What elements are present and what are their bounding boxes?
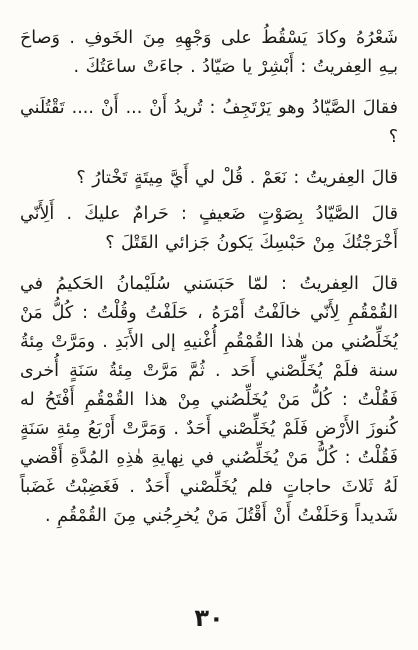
paragraph-4: قالَ الصَّيّادُ بِصَوْتٍ ضَعيفٍ : حَرامٌ عليكَ . أَلِأَنّي أَخْرَجْتُكَ مِنْ حَبْسِكَ يَكونُ جَزائي القَتْلَ ؟	[13, 204, 398, 253]
paragraph-5: قالَ العِفريتُ : لمّا حَبَسَني سُلَيْمانُ الحَكيمُ في القُمْقُمِ لِأَنّي خالَفْتُ أَمْرَهُ ، حَلَفْتُ وقُلْتُ : كُلُّ مَنْ يُخَلِّصُني من هٰذا القُمْقُمِ أُغْنيهِ إلى الأَبَدِ . ومَرَّتْ مِئةُ سنة فلَمْ يُخَلِّصْني أَحَد . ثُمَّ مَرَّتْ مِئةُ سَنَةٍ أُخرى فَقُلْتُ : كُلُّ مَنْ يُخَلِّصُني مِنْ هذا القُمْقُمِ أَفْتَحُ له كُنوزَ الأَرْضِ فَلَمْ يُخَلِّصْني أَحَدٌ . وَمَرَّتْ أَرْبَعُ مِئةِ سَنَةٍ فَقُلْتُ : كُلُّ مَنْ يُخَلِّصُني في نِهايةِ هٰذِهِ المُدَّةِ أَقْضي لَهُ ثَلاثَ حاجاتٍ فلم يُخَلِّصْني أَحَدٌ . فَغَضِبْتُ غَضَباً شَديداً وَحَلَفْتُ أَنْ أَقْتُلَ مَنْ يُخرِجُني مِنَ القُمْقُمِ .	[13, 274, 398, 526]
paragraph-2: فقالَ الصَّيّادُ وهو يَرْتَجِفُ : تُريدُ أَنْ ... أَنْ .... تَقْتُلَني ؟	[13, 98, 398, 147]
page-number: ٣٠	[194, 604, 224, 632]
paragraph-3: قالَ العِفريتُ : نَعَمْ . قُلْ لي أَيَّ مِيتَةٍ تَخْتارُ ؟	[76, 168, 398, 188]
paragraph-1: شَعْرُهُ وكادَ يَسْقُطُ على وَجْهِهِ مِنَ الخَوفِ . وَصاحَ بـِهِ العِفريتُ : أَبْشِرْ يا صَيّادُ . جاءَتْ ساعَتُكَ .	[13, 28, 398, 77]
